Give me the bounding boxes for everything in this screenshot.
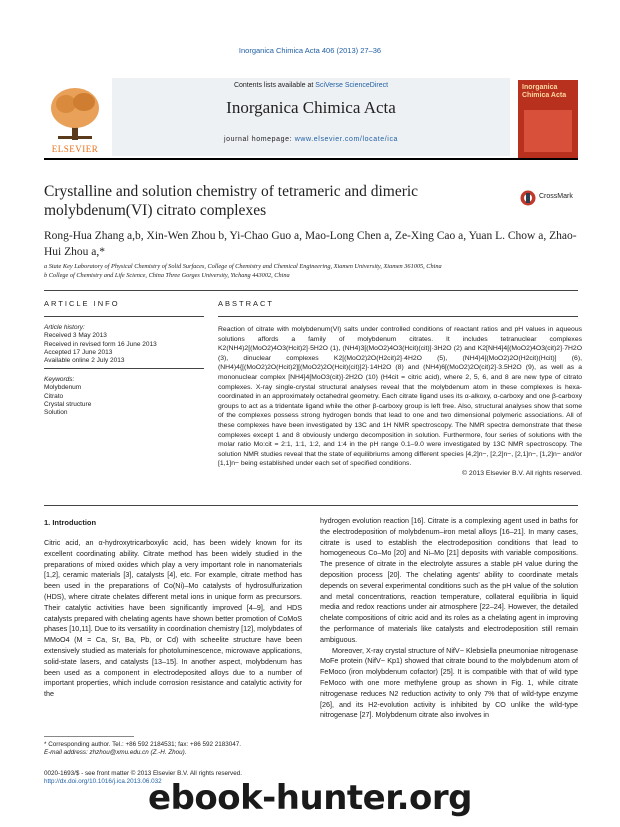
crossmark-badge[interactable]	[520, 188, 580, 208]
footnote-rule	[44, 736, 134, 737]
section-heading: 1. Introduction	[44, 518, 97, 527]
cover-title: Inorganica Chimica Acta	[522, 84, 567, 99]
abstract-rule	[218, 316, 578, 317]
homepage-line: journal homepage: www.elsevier.com/locate/ica	[223, 136, 399, 143]
keywords-label: Keywords:	[44, 376, 75, 383]
abstract-heading: ABSTRACT	[218, 299, 275, 308]
doi-link[interactable]: http://dx.doi.org/10.1016/j.ica.2013.06.032	[44, 778, 162, 785]
footnote	[44, 741, 302, 757]
history-item: Received in revised form 16 June 2013	[44, 340, 157, 348]
journal-title: Inorganica Chimica Acta	[226, 98, 396, 117]
crossmark-icon	[520, 190, 536, 206]
journal-cover	[518, 80, 578, 158]
divider-top	[44, 290, 578, 291]
divider-bottom	[44, 505, 578, 506]
article-info-heading: ARTICLE INFO	[44, 299, 120, 308]
homepage-link[interactable]: www.elsevier.com/locate/ica	[294, 136, 399, 143]
elsevier-logo	[44, 78, 106, 156]
copyright: © 2013 Elsevier B.V. All rights reserved.	[462, 469, 582, 477]
body-column-right	[320, 516, 578, 721]
affiliation-a: a State Key Laboratory of Physical Chemistry of Solid Surfaces, College of Chemistry and Chemical Engineering, Xiamen University, Xiamen 361005, China	[44, 263, 442, 270]
header-rule	[44, 158, 578, 160]
keywords	[44, 376, 204, 417]
history-item: Available online 2 July 2013	[44, 357, 125, 365]
keyword: Molybdenum	[44, 384, 82, 392]
cover-graphic	[524, 110, 572, 152]
author-list: Rong-Hua Zhang a,b, Xin-Wen Zhou b, Yi-Chao Guo a, Mao-Long Chen a, Ze-Xing Cao a, Yuan L. Chow a, Zhao-Hui Zhou a,*	[44, 230, 577, 258]
abstract-text: Reaction of citrate with molybdenum(VI) salts under controlled conditions of reactant ratios and pH values in aqueous solutions affords a family of molybdenum citrates. It includes tetranuclear complexes K2(NH4)2[(MoO2)4O3(Hcit)2]·5H2O (1), (NH4)3[(MoO2)4O3(Hcit)(cit)]·3H2O (2) and K2[NH4]4[(MoO2)4O3(cit)2]·7H2O (3), dinuclear complexes K2[(MoO2)2O(H2cit)2]·4H2O (5), (NH4)4[(MoO2)2O(H2cit)(Hcit)] (6), (NH4)4{[(MoO2)2O(Hcit)2][(MoO2)2O(Hcit)(cit)]2}·14H2O (8) and (NH4)6[(MoO2)2O(cit)2]·3.5H2O (9), as well as a mononuclear complex [NH4]4[MoO3(cit)]·2H2O (10) (H4cit = citric acid), where 2, 5, 6, and 8 are new type of citrato complexes. X-ray single-crystal structural analyses reveal that the molybdenum atom in these complexes is hexa-coordinated in an approximately octahedral geometry. Each citrate ligand uses its α-alkoxy, α-carboxy and one β-carboxy groups to act as a tridentate ligand while the other β-carboxy group is left free. Also, structural analyses show that some of the complexes possess strong hydrogen bonds that lead to one and two dimensional polymeric associations. All of these complexes have been investigated by 13C and 1H NMR spectroscopy. The NMR spectra demonstrate that these complexes except 1 and 8 obviously undergo decomposition in solution. Furthermore, four series of solutions with the molar ratio Mo:cit = 2:1, 1:1, 1:2, and 1:4 in the pH range 0.1–9.0 were investigated by 13C NMR spectroscopy. The solution NMR studies reveal that the state of equilibriums among different species [4,2]n−, [2,2]n−, [2,1]n−, [1,2]n− and/or [1,1]n− being established under each set of specified conditions. © 2013 Elsevier B.V. All rights reserved.	[218, 326, 582, 477]
keyword: Crystal structure	[44, 400, 92, 408]
email-line[interactable]: E-mail address: zhzhou@xmu.edu.cn (Z.-H. Zhou).	[44, 749, 187, 756]
crossmark-label: CrossMark	[539, 193, 573, 200]
paragraph: hydrogen evolution reaction [16]. Citrate is a complexing agent used in baths for the electrodeposition of molybdenum–iron metal alloys [16–21]. In many cases, citrate is used to establish the electrodeposition conditions that lead to homogeneous Co–Mo [20] and Ni–Mo [21] deposits with variable compositions. The presence of citrate in the electrolyte assures a stable pH value during the deposition process [20]. The chelating agents' ability to coordinate metals depends on several experimental conditions such as the pH value of the solution and metal concentrations, reaction temperature, collateral equilibria in liquid media and redox reactions under air atmosphere [22–24]. However, the detailed chelate compositions of citric acid and its roles as a chelating agent in improving the performance of materials like catalysts and electrodeposition still remain ambiguous.	[320, 516, 578, 644]
article-title: Crystalline and solution chemistry of tetrameric and dimeric molybdenum(VI) citrato complexes	[44, 183, 419, 219]
body-column-left: Citric acid, an α-hydroxytricarboxylic acid, has been widely known for its excellent coordinating ability. Citrate method has been widely studied in the preparations of mixed oxides which play a very important role in nanomaterials [1,2], ceramic materials [3], catalysts [4], etc. For example, citrate method has been used in the preparations of Co(Ni)–Mo catalysts of hydrosulfurization (HDS), where citrate chelates different metal ions in unique form as precursors. Their catalytic activities have been significantly improved [4–9], and HDS catalysts prepared with chelating agents have shown better promotion of CoMoS phases [10,11]. Due to its versatility in coordination chemistry [12], molybdates of MMoO4 (M = Ca, Sr, Ba, Pb, or Cd) with scheelite structure have been extensively studied as materials for photoluminescence, microwave applications, solid-state lasers, and catalysts [13–15]. In another aspect, molybdenum has been used as a component in electrodeposited alloys due to a number of important properties, which include corrosion resistance and catalytic activity for the	[44, 538, 302, 699]
paragraph: Moreover, X-ray crystal structure of NifV− Klebsiella pneumoniae nitrogenase MoFe protein (NifV− Kp1) showed that citrate bound to the molybdenum atom of FeMoco (iron molybdenum cofactor) [25]. It is compatible with that of wild type FeMoco with one more methylene group as shown in Fig. 1, while citrate nitrogenase reduces N2 reduction activity to only 7% that of wild-type enzyme [26], and its H2-evolution activity is inhibited by CO unlike the wild-type nitrogenase [27]. Molybdenum citrate also involves in	[320, 645, 578, 720]
watermark: ebook-hunter.org	[147, 778, 473, 818]
keyword: Citrato	[44, 392, 64, 400]
history-item: Received 3 May 2013	[44, 332, 107, 340]
corresponding-author: * Corresponding author. Tel.: +86 592 2184531; fax: +86 592 2183047.	[44, 741, 241, 748]
info-divider	[44, 368, 204, 369]
history-item: Accepted 17 June 2013	[44, 348, 113, 356]
issn-line: 0020-1693/$ - see front matter © 2013 Elsevier B.V. All rights reserved.	[44, 770, 242, 777]
history-label: Article history:	[44, 324, 85, 331]
sciencedirect-link[interactable]: SciVerse ScienceDirect	[315, 82, 389, 89]
journal-citation[interactable]: Inorganica Chimica Acta 406 (2013) 27–36	[238, 46, 382, 55]
elsevier-wordmark: ELSEVIER	[51, 144, 99, 154]
journal-header-box	[112, 78, 510, 156]
contents-line: Contents lists available at SciVerse ScienceDirect	[233, 82, 389, 89]
info-rule	[44, 316, 204, 317]
affiliation-b: b College of Chemistry and Life Science, China Three Gorges University, Yichang 443002, China	[44, 272, 290, 279]
affiliations	[44, 262, 564, 280]
article-history	[44, 324, 204, 365]
keyword: Solution	[44, 409, 68, 417]
